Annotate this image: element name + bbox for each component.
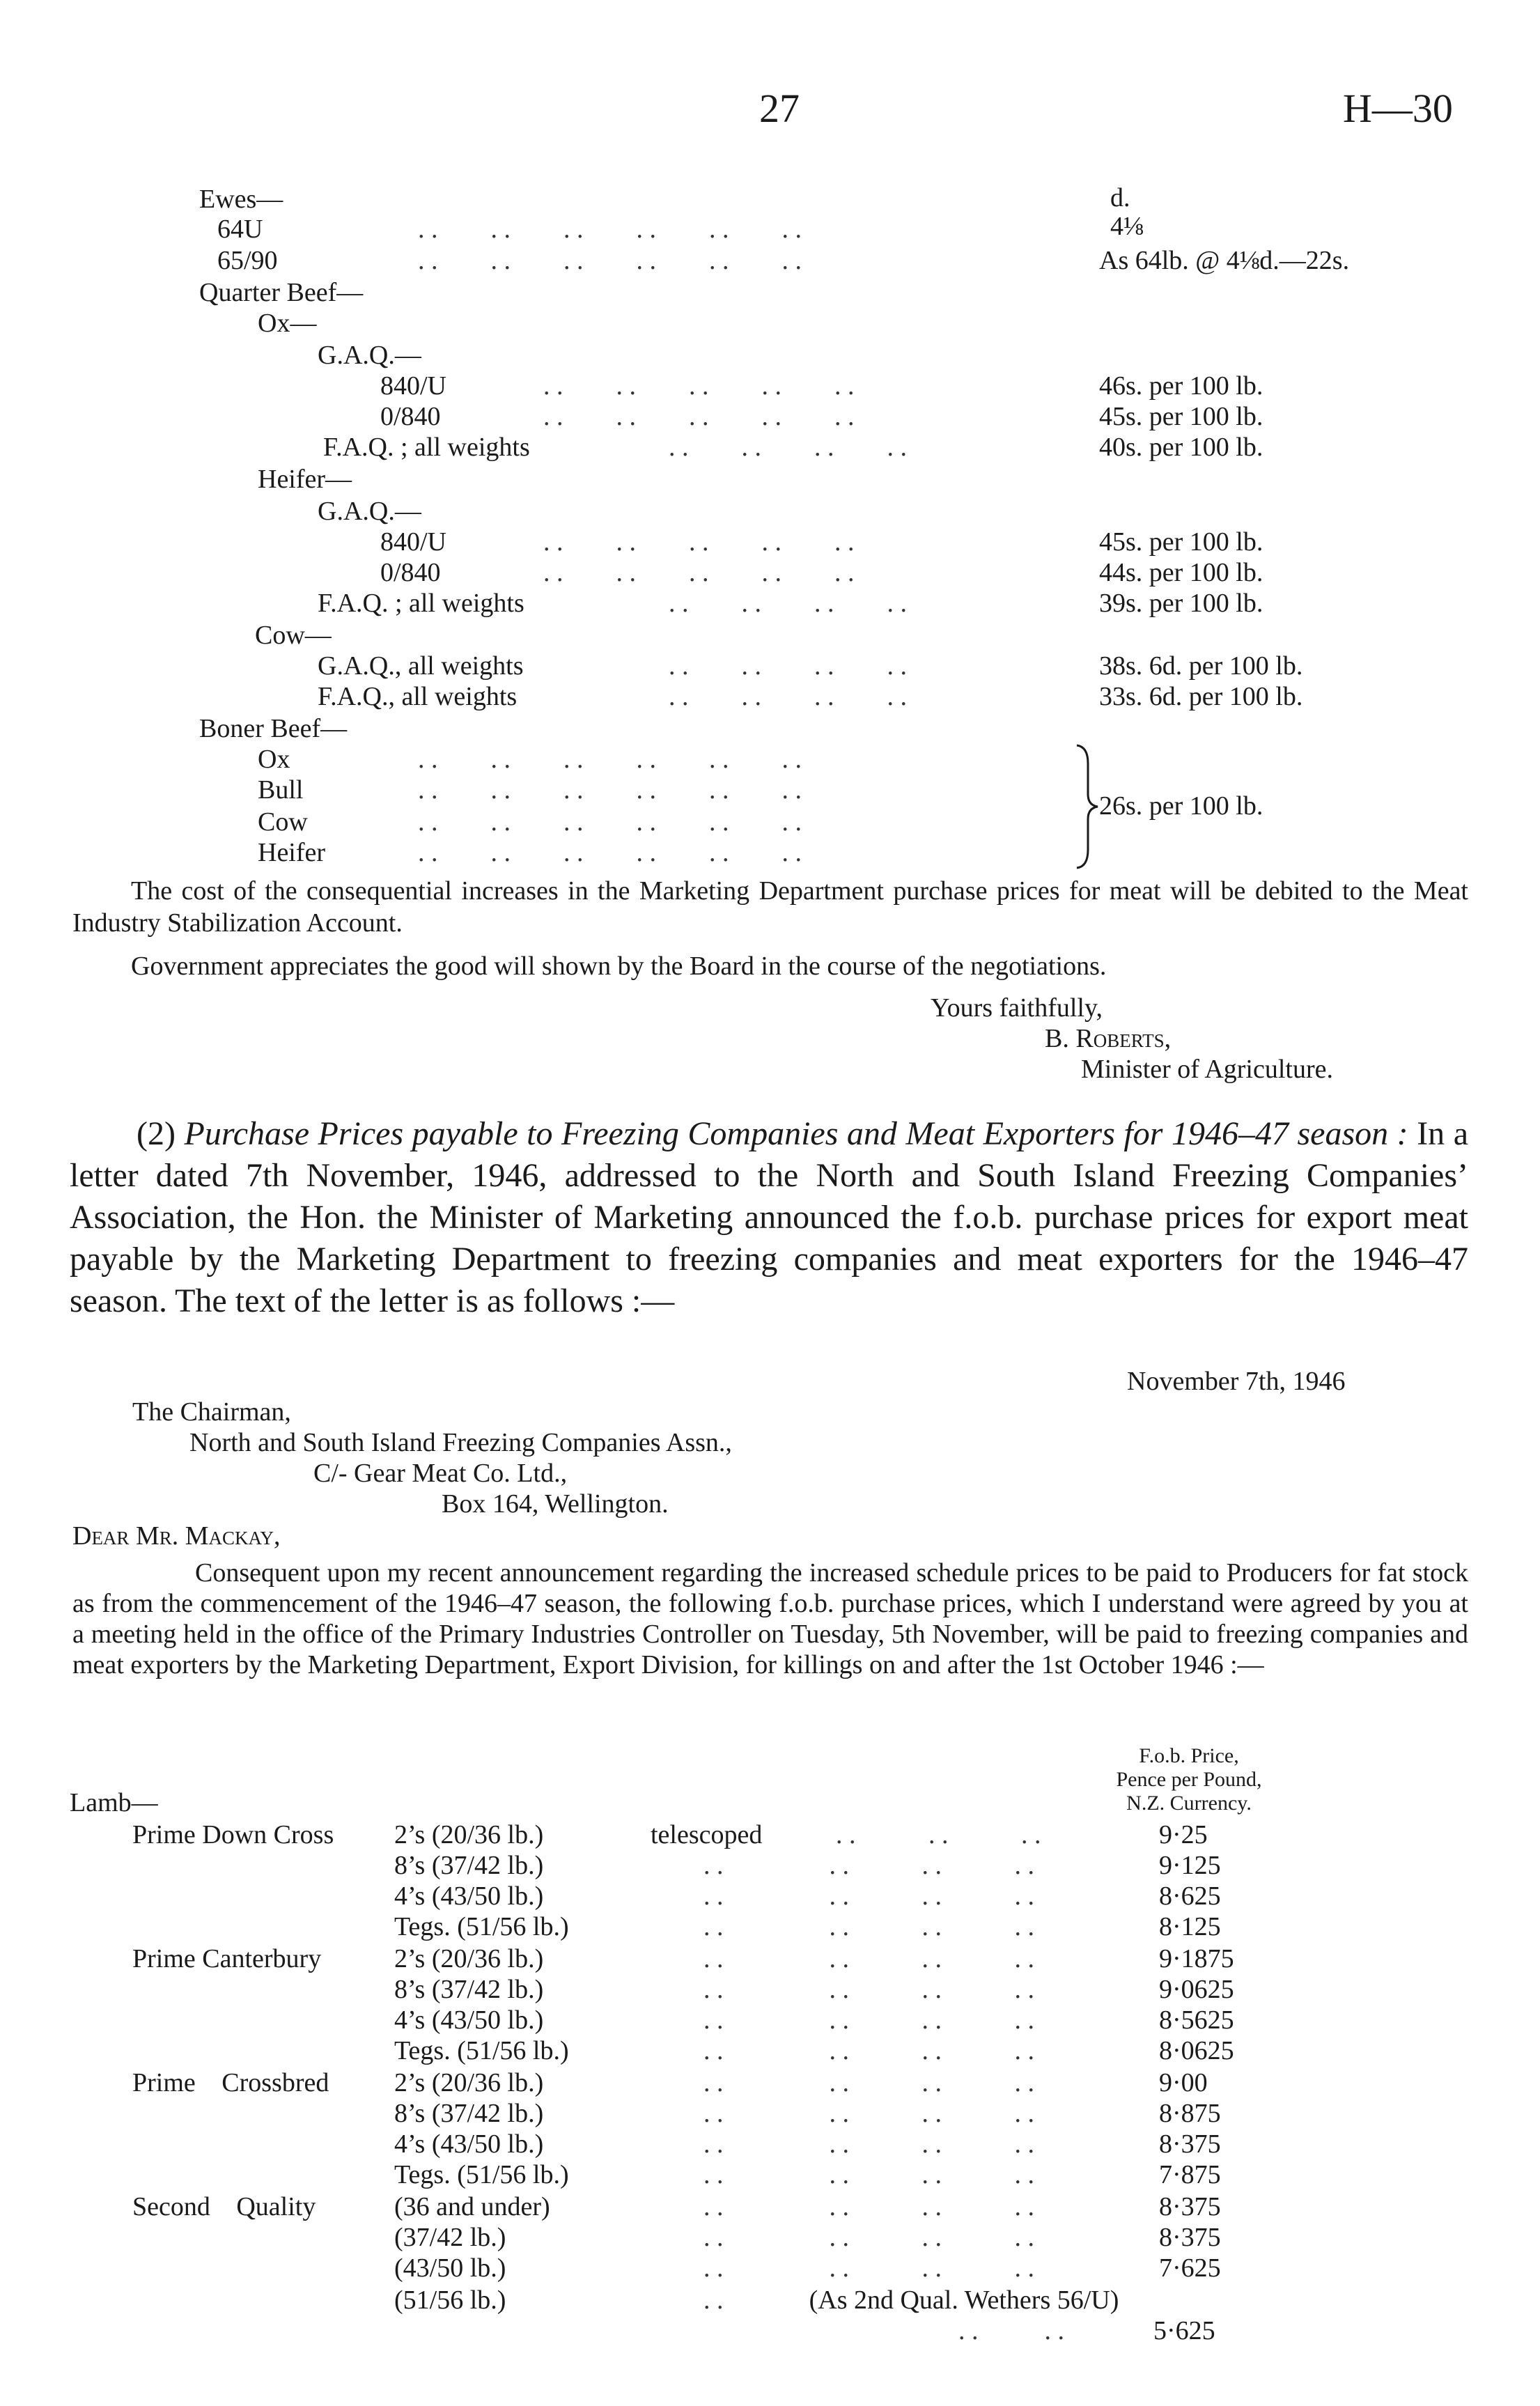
leader-dots: . . . . . . . . bbox=[703, 1881, 1034, 1911]
leader-dots: . . . . . . . . bbox=[703, 1944, 1034, 1973]
page-number: 27 bbox=[759, 86, 800, 131]
signatory: B. Roberts, bbox=[1045, 1024, 1172, 1053]
grade: 8’s (37/42 lb.) bbox=[394, 1975, 544, 2004]
cow-row-value: 33s. 6d. per 100 lb. bbox=[1099, 682, 1303, 711]
leader-dots: . . . . . . . . . . bbox=[543, 527, 855, 557]
price: 8·125 bbox=[1159, 1912, 1221, 1941]
leader-dots: . . . . . . . . bbox=[703, 1851, 1034, 1880]
curly-brace-icon bbox=[1073, 743, 1100, 871]
ewes-value-1: 4⅛ bbox=[1110, 212, 1144, 241]
leader-dots: . . . . . . . . . . . . bbox=[418, 775, 802, 805]
leader-dots: . . . . . . . . bbox=[703, 2005, 1034, 2035]
grade: 4’s (43/50 lb.) bbox=[394, 2129, 544, 2159]
price: 8·375 bbox=[1159, 2129, 1221, 2159]
grade: 8’s (37/42 lb.) bbox=[394, 1851, 544, 1880]
leader-dots: . . . . . . . . bbox=[669, 682, 907, 711]
heifer-row-label: F.A.Q. ; all weights bbox=[318, 589, 524, 618]
letter-body bbox=[72, 1558, 1468, 1680]
heifer-heading: Heifer— bbox=[258, 465, 352, 494]
leader-dots: . . bbox=[703, 2285, 724, 2315]
closing: Yours faithfully, bbox=[931, 993, 1103, 1023]
leader-dots: . . . . . . . . . . . . bbox=[418, 246, 802, 275]
ox-gaq-heading: G.A.Q.— bbox=[318, 341, 421, 370]
price: 5·625 bbox=[1153, 2316, 1215, 2345]
goodwill-paragraph: Government appreciates the good will shown by the Board in the course of the negotiations. bbox=[131, 952, 1107, 981]
grade: (43/50 lb.) bbox=[394, 2253, 506, 2283]
heifer-row-value: 44s. per 100 lb. bbox=[1099, 558, 1263, 587]
heifer-row-value: 45s. per 100 lb. bbox=[1099, 527, 1263, 557]
price: 8·625 bbox=[1159, 1881, 1221, 1911]
leader-dots: . . . . . . . . bbox=[669, 433, 907, 462]
group-name: Prime Crossbred bbox=[132, 2068, 329, 2097]
section-2-paragraph bbox=[70, 1113, 1468, 1322]
section-2-number: (2) bbox=[137, 1115, 176, 1152]
leader-dots: . . . . . . . . bbox=[703, 2223, 1034, 2252]
signatory-title: Minister of Agriculture. bbox=[1081, 1055, 1333, 1084]
heifer-row-label: 0/840 bbox=[380, 558, 441, 587]
column-header-line: N.Z. Currency. bbox=[1126, 1792, 1252, 1815]
leader-dots: . . . . . . . . bbox=[703, 2253, 1034, 2283]
price: 8·375 bbox=[1159, 2223, 1221, 2252]
leader-dots: . . . . . . . . bbox=[703, 1912, 1034, 1941]
price: 9·0625 bbox=[1159, 1975, 1234, 2004]
leader-dots: . . . . . . . . . . bbox=[543, 371, 855, 401]
grade-note: (As 2nd Qual. Wethers 56/U) bbox=[809, 2285, 1119, 2315]
ox-row-label: 840/U bbox=[380, 371, 446, 401]
heifer-row-value: 39s. per 100 lb. bbox=[1099, 589, 1263, 618]
letter-date: November 7th, 1946 bbox=[1127, 1367, 1346, 1396]
price: 8·875 bbox=[1159, 2099, 1221, 2128]
boner-row-label: Bull bbox=[258, 775, 304, 805]
price: 9·125 bbox=[1159, 1851, 1221, 1880]
leader-dots: . . . . . . . . . . bbox=[543, 402, 855, 431]
leader-dots: . . . . . . . . . . bbox=[543, 558, 855, 587]
section-2-body: In a letter dated 7th November, 1946, addressed to the North and South Island Freezing Companies’ Association, the Hon. the Minister of Marketing announced the f.o.b. purchase prices for export meat payable by the Marketing Department to freezing companies and meat exporters for the 1946–47 season. The text of the letter is as follows :— bbox=[70, 1115, 1469, 1319]
boner-beef-heading: Boner Beef— bbox=[199, 714, 348, 743]
boner-value: 26s. per 100 lb. bbox=[1099, 791, 1263, 821]
cow-row-label: F.A.Q., all weights bbox=[318, 682, 518, 711]
ewes-label-1: 64U bbox=[217, 215, 263, 244]
leader-dots: . . . . . . . . bbox=[703, 2160, 1034, 2189]
cow-heading: Cow— bbox=[255, 621, 332, 650]
price: 8·0625 bbox=[1159, 2036, 1234, 2065]
boner-row-label: Heifer bbox=[258, 838, 326, 867]
leader-dots: . . . . . . . . . . . . bbox=[418, 807, 802, 837]
ox-row-value: 40s. per 100 lb. bbox=[1099, 433, 1263, 462]
boner-row-label: Ox bbox=[258, 745, 290, 774]
grade: (36 and under) bbox=[394, 2192, 550, 2221]
leader-dots: . . . . . . . . bbox=[669, 651, 907, 681]
ox-row-value: 45s. per 100 lb. bbox=[1099, 402, 1263, 431]
leader-dots: . . . . . . . . . . . . bbox=[418, 838, 802, 867]
boner-row-label: Cow bbox=[258, 807, 308, 837]
salutation: Dear Mr. Mackay, bbox=[72, 1521, 281, 1551]
leader-dots: . . . . . . . . . . . . bbox=[418, 215, 802, 244]
grade: 4’s (43/50 lb.) bbox=[394, 2005, 544, 2035]
address-line: C/- Gear Meat Co. Ltd., bbox=[313, 1459, 568, 1488]
price: 9·00 bbox=[1159, 2068, 1208, 2097]
document-code: H—30 bbox=[1343, 86, 1453, 131]
grade: Tegs. (51/56 lb.) bbox=[394, 2160, 569, 2189]
price: 8·375 bbox=[1159, 2192, 1221, 2221]
price: 8·5625 bbox=[1159, 2005, 1234, 2035]
grade-note: telescoped bbox=[651, 1820, 763, 1849]
price-column-header bbox=[1074, 1744, 1304, 1815]
leader-dots: . . . . . . . . bbox=[703, 1975, 1034, 2004]
leader-dots: . . . . . . . . bbox=[703, 2192, 1034, 2221]
leader-dots: . . . . . . . . bbox=[669, 589, 907, 618]
cow-row-label: G.A.Q., all weights bbox=[318, 651, 524, 681]
price: 7·625 bbox=[1159, 2253, 1221, 2283]
group-name: Second Quality bbox=[132, 2192, 316, 2221]
address-line: Box 164, Wellington. bbox=[442, 1489, 669, 1519]
grade: (51/56 lb.) bbox=[394, 2285, 506, 2315]
heifer-row-label: 840/U bbox=[380, 527, 446, 557]
grade: (37/42 lb.) bbox=[394, 2223, 506, 2252]
price: 9·25 bbox=[1159, 1820, 1208, 1849]
grade: 2’s (20/36 lb.) bbox=[394, 1944, 544, 1973]
price: 7·875 bbox=[1159, 2160, 1221, 2189]
ox-row-label: F.A.Q. ; all weights bbox=[323, 433, 530, 462]
grade: 8’s (37/42 lb.) bbox=[394, 2099, 544, 2128]
cow-row-value: 38s. 6d. per 100 lb. bbox=[1099, 651, 1303, 681]
leader-dots: . . . . . . . . bbox=[703, 2036, 1034, 2065]
column-header-line: Pence per Pound, bbox=[1116, 1768, 1262, 1791]
leader-dots: . . . . . . bbox=[836, 1820, 1041, 1849]
section-2-heading: Purchase Prices payable to Freezing Companies and Meat Exporters for 1946–47 season : bbox=[184, 1115, 1408, 1152]
address-line: North and South Island Freezing Companies Assn., bbox=[189, 1428, 732, 1457]
heifer-gaq-heading: G.A.Q.— bbox=[318, 497, 421, 526]
letter-body-text: Consequent upon my recent announcement regarding the increased schedule prices to be paid to Producers for fat stock as from the commencement of the 1946–47 season, the following f.o.b. purchase prices, which I understand were agreed by you at a meeting held in the office of the Primary Industries Controller on Tuesday, 5th November, will be paid to freezing companies and meat exporters by the Marketing Department, Export Division, for killings on and after the 1st October 1946 :— bbox=[72, 1558, 1468, 1679]
leader-dots: . . . . . . . . . . . . bbox=[418, 745, 802, 774]
ox-row-value: 46s. per 100 lb. bbox=[1099, 371, 1263, 401]
grade: 2’s (20/36 lb.) bbox=[394, 2068, 544, 2097]
cost-paragraph bbox=[72, 875, 1468, 939]
column-header-line: F.o.b. Price, bbox=[1139, 1744, 1239, 1767]
unit-header: d. bbox=[1110, 183, 1130, 212]
price: 9·1875 bbox=[1159, 1944, 1234, 1973]
grade: 2’s (20/36 lb.) bbox=[394, 1820, 544, 1849]
ewes-value-2: As 64lb. @ 4⅛d.—22s. bbox=[1099, 246, 1350, 275]
cost-paragraph-text: The cost of the consequential increases in the Marketing Department purchase prices for meat will be debited to the Meat Industry Stabilization Account. bbox=[72, 876, 1468, 938]
address-line: The Chairman, bbox=[132, 1397, 291, 1427]
grade: 4’s (43/50 lb.) bbox=[394, 1881, 544, 1911]
lamb-heading: Lamb— bbox=[70, 1788, 158, 1817]
leader-dots: . . . . . . . . bbox=[703, 2129, 1034, 2159]
ewes-heading: Ewes— bbox=[199, 185, 283, 214]
ox-heading: Ox— bbox=[258, 309, 317, 338]
ox-row-label: 0/840 bbox=[380, 402, 441, 431]
leader-dots: . . . . bbox=[958, 2316, 1064, 2345]
quarter-beef-heading: Quarter Beef— bbox=[199, 278, 364, 307]
grade: Tegs. (51/56 lb.) bbox=[394, 1912, 569, 1941]
group-name: Prime Down Cross bbox=[132, 1820, 334, 1849]
group-name: Prime Canterbury bbox=[132, 1944, 322, 1973]
leader-dots: . . . . . . . . bbox=[703, 2099, 1034, 2128]
grade: Tegs. (51/56 lb.) bbox=[394, 2036, 569, 2065]
leader-dots: . . . . . . . . bbox=[703, 2068, 1034, 2097]
ewes-label-2: 65/90 bbox=[217, 246, 278, 275]
